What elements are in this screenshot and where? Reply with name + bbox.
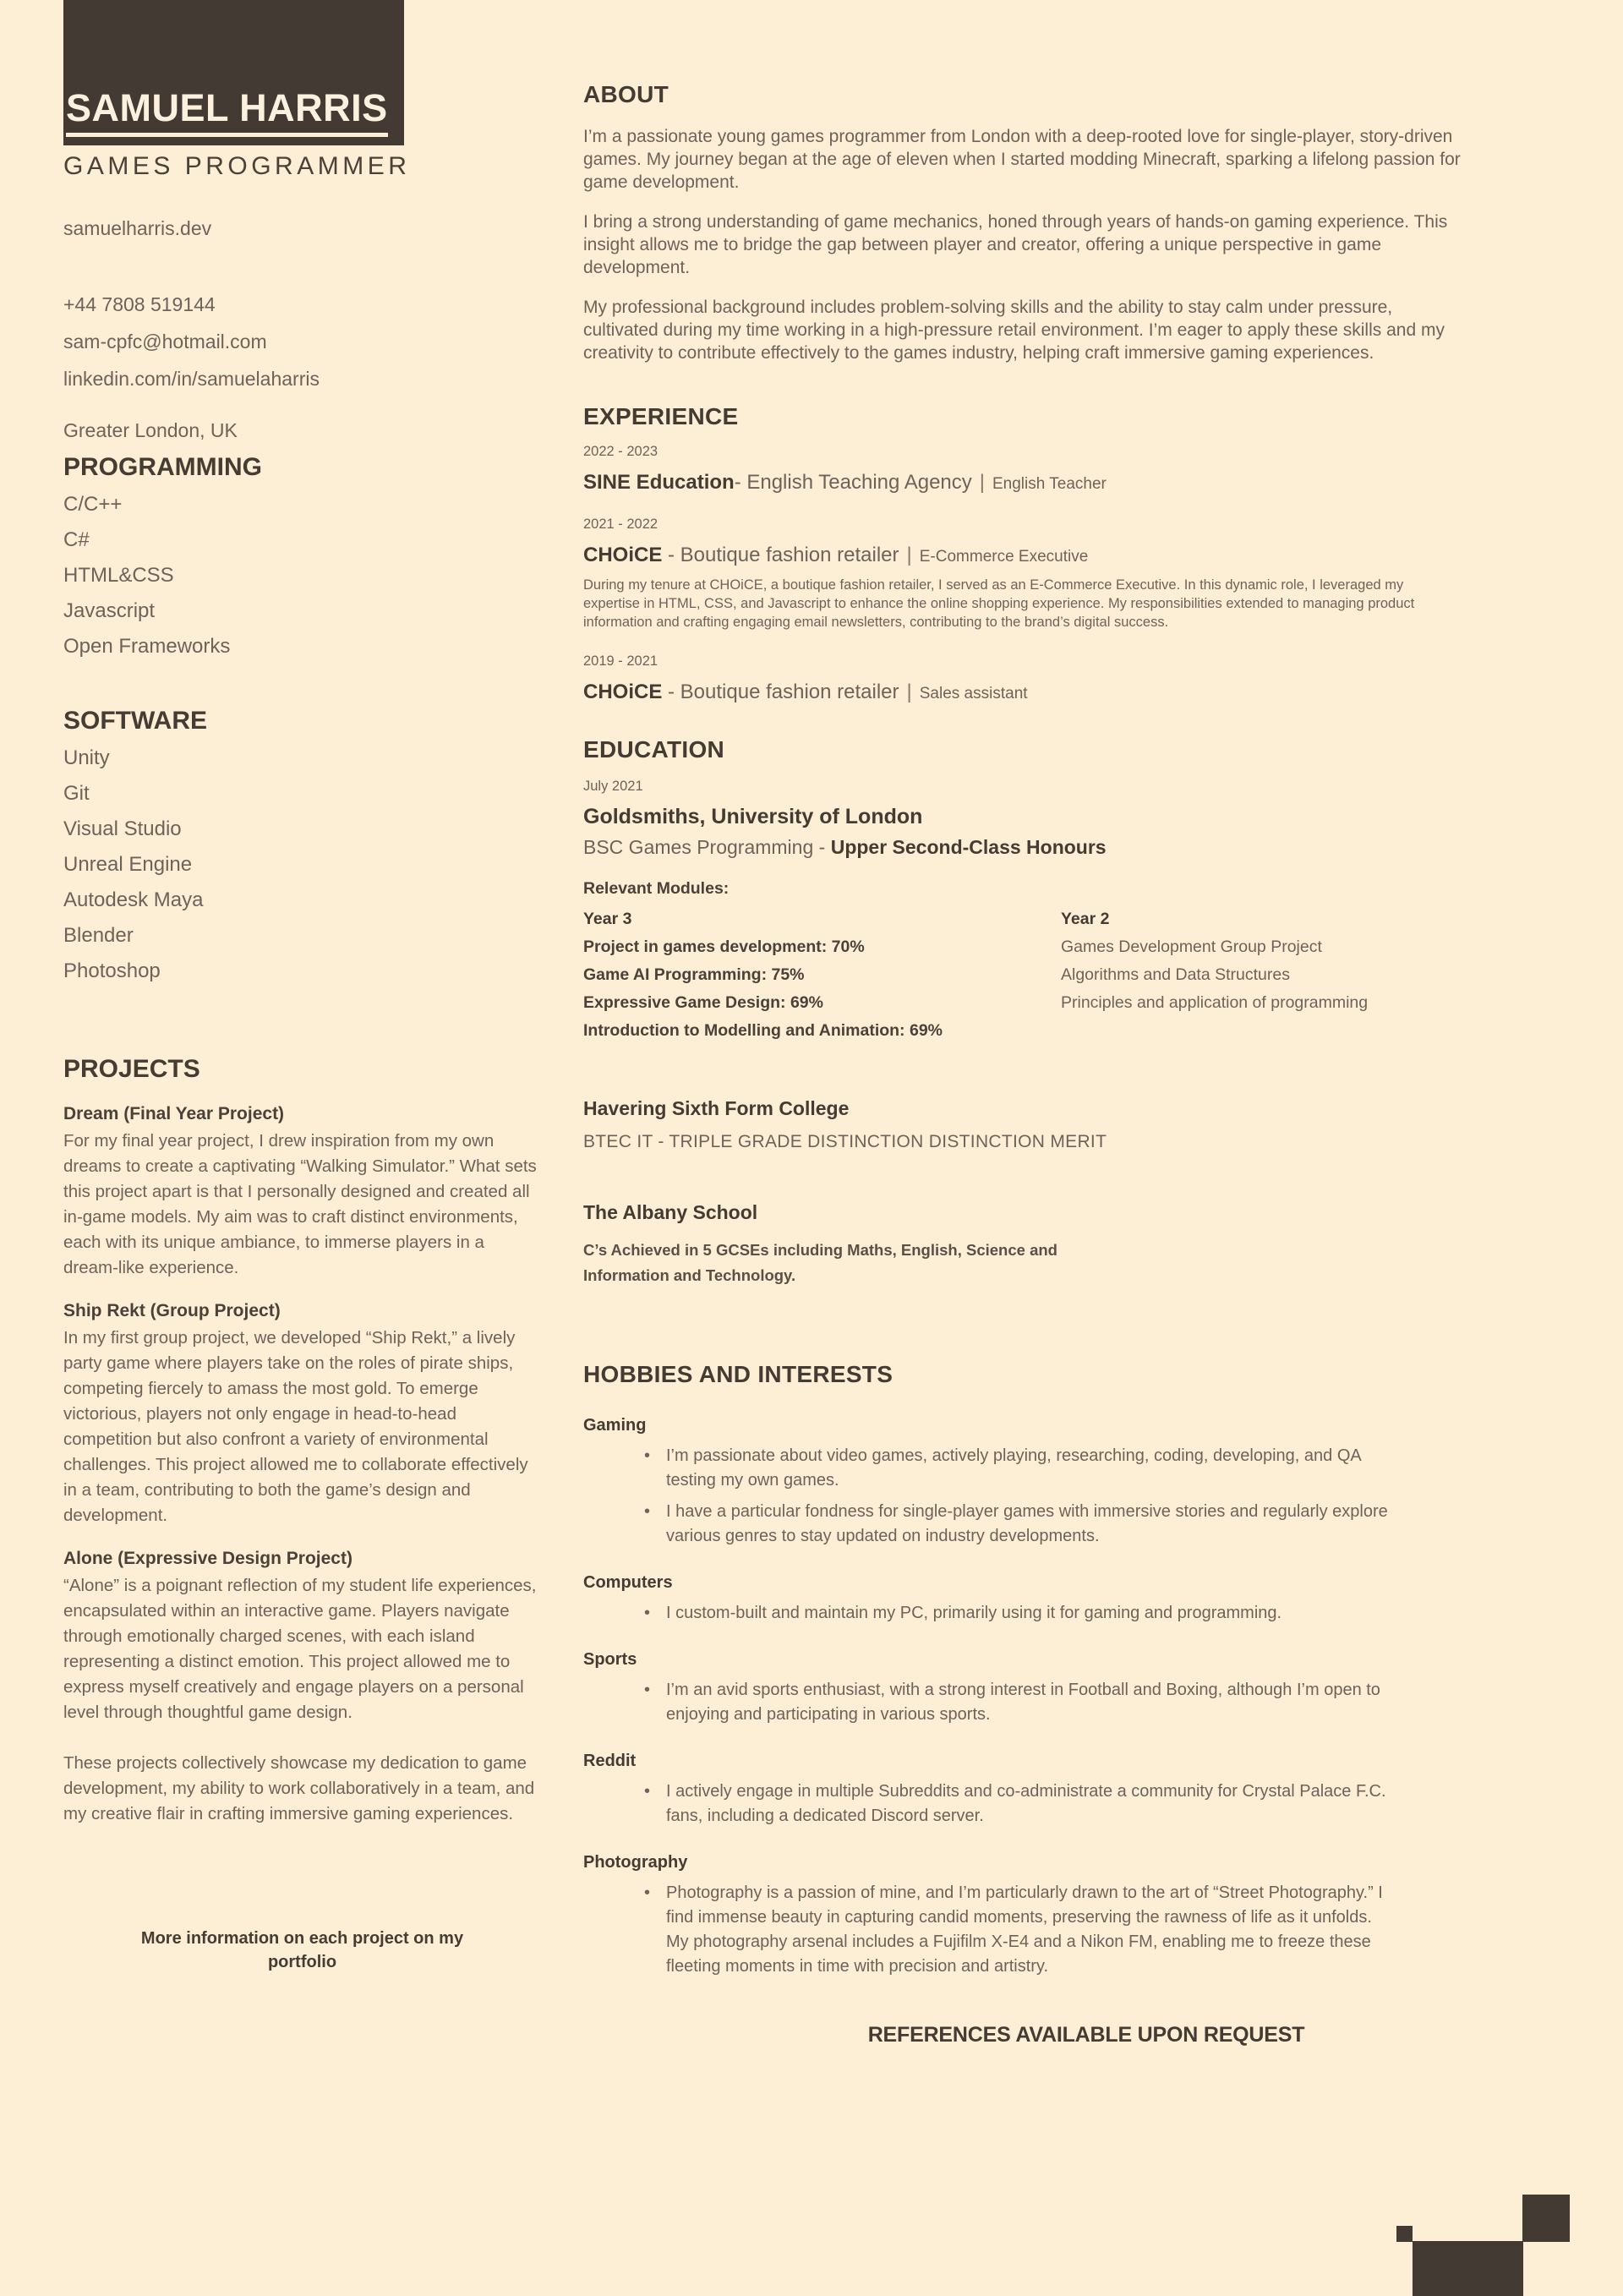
bullet-text: I’m passionate about video games, actively playing, researching, coding, developing, and QA testing my own games. (666, 1446, 1361, 1490)
experience-entry (583, 517, 1593, 631)
company-detail: - Boutique fashion retailer (662, 544, 899, 566)
person-name: SAMUEL HARRIS (66, 89, 388, 137)
company-detail: - English Teaching Agency (734, 471, 972, 494)
bullet-icon (644, 1500, 666, 1549)
programming-list (63, 487, 541, 664)
hobby-category: Photography (583, 1853, 688, 1872)
separator: | (979, 471, 985, 494)
bullet-icon (644, 1779, 666, 1829)
experience-description: During my tenure at CHOiCE, a boutique fashion retailer, I served as an E-Commerce Executive. In this dynamic role, I leveraged my expertise in HTML, CSS, and Javascript to enhance the online shopping experience. My responsibilities extended to managing product information and crafting engaging email newsletters, contributing to the brand’s digital success. (583, 577, 1415, 630)
list-item: C/C++ (63, 493, 123, 516)
experience-title (583, 544, 1593, 567)
about-section (583, 81, 1593, 364)
experience-title (583, 471, 1593, 495)
project-title: Dream (Final Year Project) (63, 1104, 285, 1123)
year2-column (1061, 905, 1368, 1045)
hobby-bullet (583, 1678, 1593, 1727)
bullet-text: I actively engage in multiple Subreddits and co-administrate a community for Crystal Palace F.C. fans, including a dedicated Discord server. (666, 1782, 1386, 1825)
list-item: Open Frameworks (63, 635, 231, 658)
modules-label: Relevant Modules: (583, 879, 730, 898)
pixel-decoration-medium (1522, 2195, 1570, 2242)
experience-dates: 2019 - 2021 (583, 653, 658, 669)
programming-section (63, 453, 541, 664)
job-title: GAMES PROGRAMMER (63, 152, 411, 180)
company-name: CHOiCE (583, 544, 663, 566)
year-label: Year 2 (1061, 910, 1110, 928)
portfolio-note: More information on each project on my portfolio (140, 1929, 464, 1971)
year3-column (583, 905, 1061, 1045)
hobby-category: Gaming (583, 1416, 647, 1435)
module-item: Games Development Group Project (1061, 938, 1322, 956)
phone-number: +44 7808 519144 (63, 293, 216, 315)
bullet-text: I custom-built and maintain my PC, primarily using it for gaming and programming. (666, 1604, 1282, 1622)
list-item: Visual Studio (63, 817, 182, 840)
list-item: Javascript (63, 599, 156, 622)
project-title: Ship Rekt (Group Project) (63, 1301, 281, 1320)
bullet-icon (644, 1601, 666, 1626)
project-entry (63, 1547, 541, 1725)
separator: | (906, 544, 912, 566)
bullet-icon (644, 1881, 666, 1979)
pixel-decoration-small (1396, 2226, 1413, 2242)
college-name: Havering Sixth Form College (583, 1097, 850, 1119)
bullet-icon (644, 1444, 666, 1493)
email-address: sam-cpfc@hotmail.com (63, 331, 267, 353)
pixel-decoration-large (1413, 2241, 1523, 2296)
list-item: C# (63, 528, 90, 551)
college-qualification: BTEC IT - TRIPLE GRADE DISTINCTION DISTINCTION MERIT (583, 1132, 1107, 1151)
role-name: English Teacher (992, 475, 1107, 493)
experience-entry (583, 444, 1593, 495)
bullet-text: Photography is a passion of mine, and I’m particularly drawn to the art of “Street Photography.” I find immense beauty in capturing candid moments, preserving the rawness of life as it unfolds. My photography arsenal includes a Fujifilm X-E4 and a Nikon FM, enabling me to freeze these fleeting moments in time with precision and artistry. (666, 1883, 1383, 1976)
module-item: Game AI Programming: 75% (583, 965, 805, 984)
list-item: Unity (63, 746, 110, 769)
software-heading: SOFTWARE (63, 707, 207, 735)
experience-dates: 2021 - 2022 (583, 517, 658, 532)
bullet-text: I’m an avid sports enthusiast, with a strong interest in Football and Boxing, although I’m open to enjoying and participating in various sports. (666, 1681, 1380, 1724)
list-item: HTML&CSS (63, 564, 174, 587)
module-item: Expressive Game Design: 69% (583, 993, 823, 1012)
project-description: For my final year project, I drew inspiration from my own dreams to create a captivating “Walking Simulator.” What sets this project apart is that I personally designed and created all in-game models. My aim was to craft distinct environments, each with its unique ambiance, to immerse players in a dream-like experience. (63, 1131, 537, 1277)
education-date: July 2021 (583, 779, 643, 794)
experience-entry (583, 653, 1593, 704)
hobbies-section (583, 1361, 1593, 1979)
project-title: Alone (Expressive Design Project) (63, 1549, 352, 1568)
software-section (63, 707, 541, 989)
list-item: Autodesk Maya (63, 888, 204, 911)
secondary-school-name: The Albany School (583, 1201, 758, 1223)
experience-heading: EXPERIENCE (583, 403, 739, 429)
degree-honours: Upper Second-Class Honours (830, 836, 1107, 858)
name-block (63, 0, 404, 145)
website-link: samuelharris.dev (63, 217, 212, 239)
software-list (63, 741, 541, 989)
list-item: Git (63, 782, 90, 805)
about-paragraph: I’m a passionate young games programmer from London with a deep-rooted love for single-player, story-driven games. My journey began at the age of eleven when I started modding Minecraft, sparking a lifelong passion for game development. (583, 127, 1461, 192)
references-note: REFERENCES AVAILABLE UPON REQUEST (867, 2023, 1305, 2047)
module-item: Principles and application of programming (1061, 993, 1369, 1012)
hobby-bullet (583, 1444, 1593, 1493)
about-heading: ABOUT (583, 81, 669, 107)
modules-columns (583, 905, 1593, 1045)
degree-name: BSC Games Programming - (583, 836, 826, 858)
company-name: SINE Education (583, 471, 735, 494)
bullet-icon (644, 1678, 666, 1727)
experience-title (583, 681, 1593, 704)
main-column (583, 0, 1593, 2047)
experience-dates: 2022 - 2023 (583, 444, 658, 459)
list-item: Unreal Engine (63, 853, 193, 876)
separator: | (906, 681, 912, 703)
projects-heading: PROJECTS (63, 1055, 200, 1083)
hobby-bullet (583, 1500, 1593, 1549)
education-heading: EDUCATION (583, 736, 725, 763)
programming-heading: PROGRAMMING (63, 453, 262, 481)
education-section (583, 736, 1593, 1288)
about-paragraph: My professional background includes problem-solving skills and the ability to stay calm under pressure, cultivated during my time working in a high-pressure retail environment. I’m eager to apply these skills and my creativity to contribute effectively to the games industry, helping craft immersive gaming experiences. (583, 298, 1445, 363)
sidebar (63, 0, 541, 1974)
list-item: Photoshop (63, 959, 161, 982)
experience-section (583, 403, 1593, 704)
secondary-qualification: C’s Achieved in 5 GCSEs including Maths, English, Science and Information and Technology. (583, 1241, 1057, 1284)
company-detail: - Boutique fashion retailer (662, 681, 899, 703)
project-entry (63, 1299, 541, 1528)
university-name: Goldsmiths, University of London (583, 805, 923, 828)
linkedin-link: linkedin.com/in/samuelaharris (63, 368, 320, 390)
hobby-bullet (583, 1779, 1593, 1829)
bullet-text: I have a particular fondness for single-player games with immersive stories and regularly explore various genres to stay updated on industry developments. (666, 1502, 1388, 1545)
list-item: Blender (63, 924, 134, 947)
location: Greater London, UK (63, 419, 238, 441)
hobby-category: Computers (583, 1573, 673, 1592)
hobby-category: Reddit (583, 1752, 637, 1770)
year-label: Year 3 (583, 910, 632, 928)
module-item: Project in games development: 70% (583, 938, 865, 956)
projects-section (63, 1055, 541, 1974)
role-name: E-Commerce Executive (919, 548, 1089, 566)
company-name: CHOiCE (583, 681, 663, 703)
project-entry (63, 1102, 541, 1281)
about-paragraph: I bring a strong understanding of game mechanics, honed through years of hands-on gaming experience. This insight allows me to bridge the gap between player and creator, offering a unique perspective in game development. (583, 212, 1448, 277)
degree-line (583, 836, 1593, 859)
hobbies-heading: HOBBIES AND INTERESTS (583, 1361, 893, 1387)
hobby-bullet (583, 1601, 1593, 1626)
module-item: Introduction to Modelling and Animation: 69% (583, 1021, 943, 1040)
hobby-category: Sports (583, 1650, 637, 1669)
module-item: Algorithms and Data Structures (1061, 965, 1290, 984)
contact-info (63, 210, 541, 443)
projects-summary: These projects collectively showcase my dedication to game development, my ability to work collaboratively in a team, and my creative flair in crafting immersive gaming experiences. (63, 1753, 535, 1823)
project-description: “Alone” is a poignant reflection of my student life experiences, encapsulated within an interactive game. Players navigate through emotionally charged scenes, with each island representing a distinct emotion. This project allowed me to express myself creatively and engage players on a personal level through thoughtful game design. (63, 1576, 537, 1722)
role-name: Sales assistant (919, 685, 1028, 702)
project-description: In my first group project, we developed “Ship Rekt,” a lively party game where players take on the roles of pirate ships, competing fiercely to amass the most gold. To emerge victorious, players not only engage in head-to-head competition but also confront a variety of environmental challenges. This project allowed me to collaborate effectively in a team, contributing to both the game’s design and development. (63, 1328, 528, 1525)
hobby-bullet (583, 1881, 1593, 1979)
